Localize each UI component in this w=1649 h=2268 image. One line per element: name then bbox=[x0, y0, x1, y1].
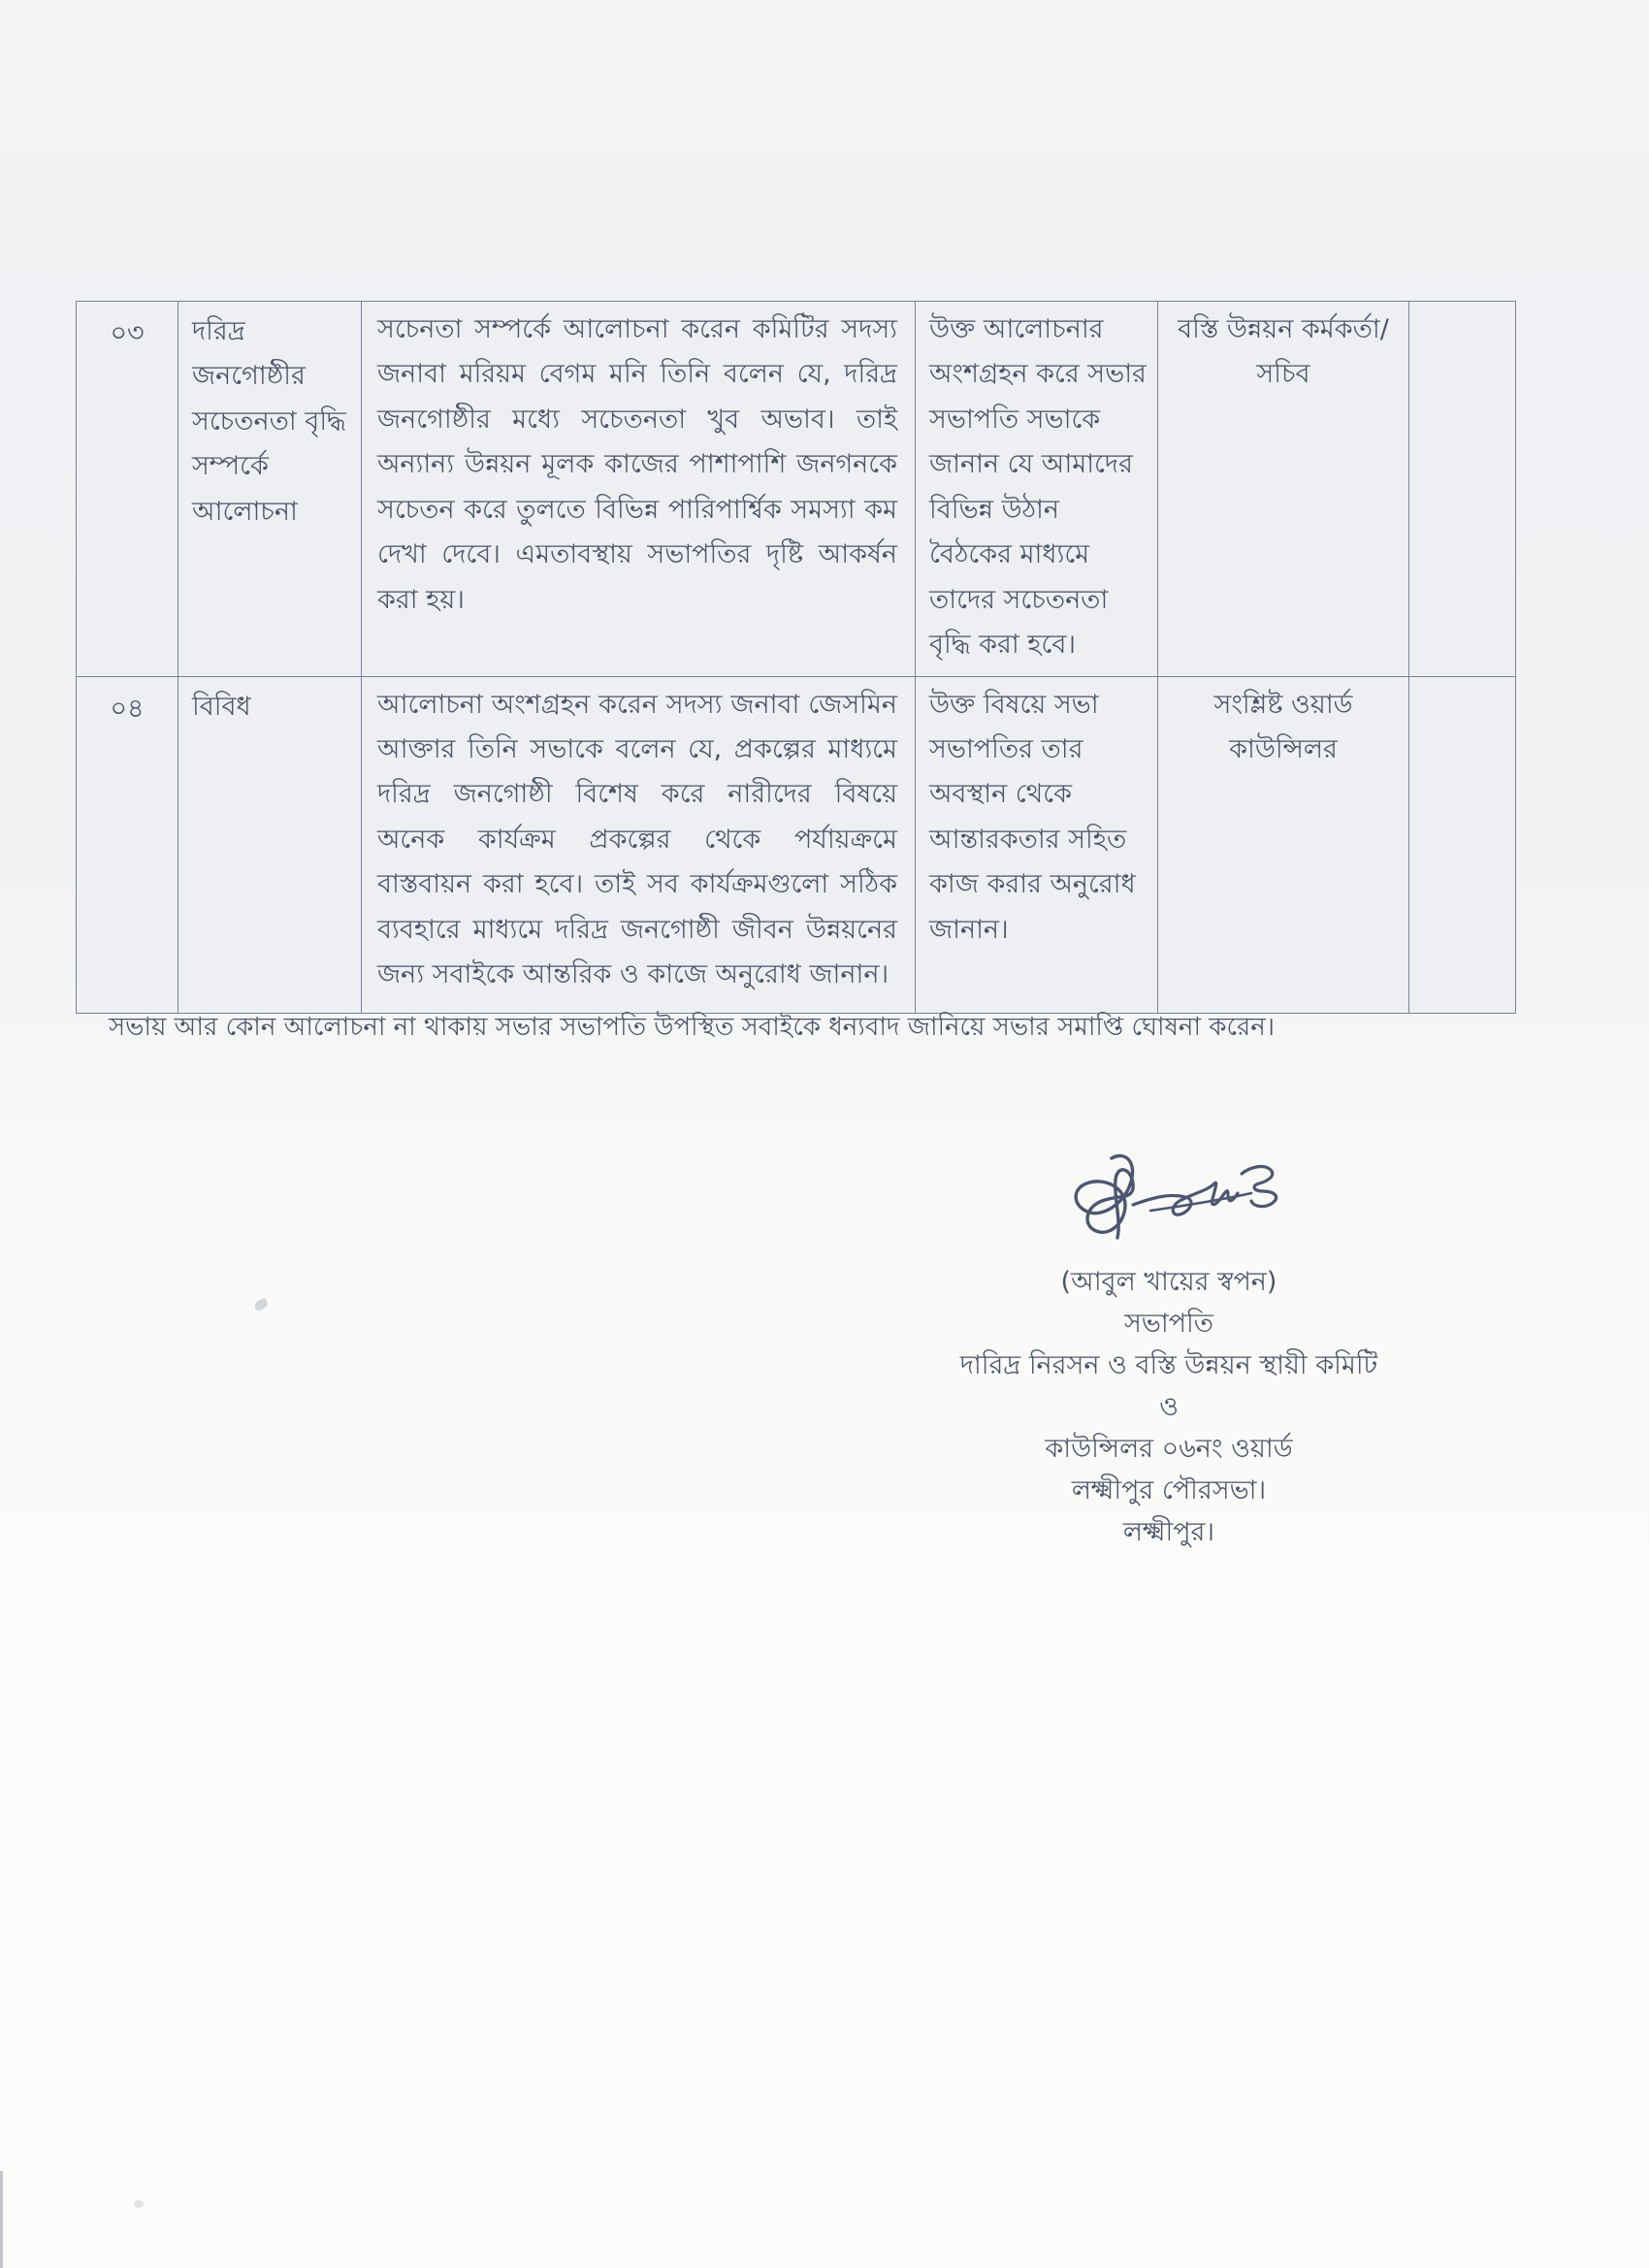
signatory-name: (আবুল খায়ের স্বপন) bbox=[1060, 1267, 1277, 1297]
discussion-cell: সচেনতা সম্পর্কে আলোচনা করেন কমিটির সদস্য জনাবা মরিয়ম বেগম মনি তিনি বলেন যে, দরিদ্র জনগোষ্ঠীর মধ্যে সচেতনতা খুব অভাব। তাই অন্যান্য উন্নয়ন মূলক কাজের পাশাপাশি জনগনকে সচেতন করে তুলতে বিভিন্ন পারিপার্শ্বিক সমস্যা কম দেখা দেবে। এমতাবস্থায় সভাপতির দৃষ্টি আকর্ষন করা হয়। bbox=[362, 302, 916, 677]
signatory-title: সভাপতি bbox=[1123, 1309, 1214, 1339]
discussion-cell: আলোচনা অংশগ্রহন করেন সদস্য জনাবা জেসমিন আক্তার তিনি সভাকে বলেন যে, প্রকল্পের মাধ্যমে দরিদ্র জনগোষ্ঠী বিশেষ করে নারীদের বিষয়ে অনেক কার্যক্রম প্রকল্পের থেকে পর্যায়ক্রমে বাস্তবায়ন করা হবে। তাই সব কার্যক্রমগুলো সঠিক ব্যবহারে মাধ্যমে দরিদ্র জনগোষ্ঠী জীবন উন্নয়নের জন্য সবাইকে আন্তরিক ও কাজে অনুরোধ জানান। bbox=[362, 676, 916, 1013]
scan-smudge bbox=[134, 2200, 144, 2208]
serial-number-cell: ০৪ bbox=[77, 676, 178, 1013]
responsible-person-cell: বস্তি উন্নয়ন কর্মকর্তা/ সচিব bbox=[1158, 302, 1409, 677]
closing-statement: সভায় আর কোন আলোচনা না থাকায় সভার সভাপতি উপস্থিত সবাইকে ধন্যবাদ জানিয়ে সভার সমাপ্তি ঘোষনা করেন। bbox=[109, 1013, 1276, 1042]
table-row bbox=[77, 302, 1516, 677]
signatory-district: লক্ষ্মীপুর। bbox=[1122, 1517, 1215, 1547]
signatory-conjunction: ও bbox=[1159, 1392, 1179, 1422]
signatory-designation: কাউন্সিলর ০৬নং ওয়ার্ড bbox=[1045, 1434, 1293, 1464]
signatory-committee: দারিদ্র নিরসন ও বস্তি উন্নয়ন স্থায়ী কমিটি bbox=[959, 1350, 1378, 1380]
meeting-minutes-table bbox=[76, 301, 1516, 1014]
table-row bbox=[77, 676, 1516, 1013]
decision-cell: উক্ত বিষয়ে সভা সভাপতির তার অবস্থান থেকে আন্তারকতার সহিত কাজ করার অনুরোধ জানান। bbox=[916, 676, 1158, 1013]
decision-cell: উক্ত আলোচনার অংশগ্রহন করে সভার সভাপতি সভাকে জানান যে আমাদের বিভিন্ন উঠান বৈঠকের মাধ্যমে তাদের সচেতনতা বৃদ্ধি করা হবে। bbox=[916, 302, 1158, 677]
serial-number-cell: ০৩ bbox=[77, 302, 178, 677]
scan-edge-artifact bbox=[0, 2171, 3, 2268]
remarks-cell-empty bbox=[1409, 302, 1516, 677]
remarks-cell-empty bbox=[1409, 676, 1516, 1013]
signatory-municipality: লক্ষ্মীপুর পৌরসভা। bbox=[1071, 1475, 1267, 1506]
signature-block bbox=[912, 1145, 1426, 1553]
scan-smudge bbox=[253, 1298, 270, 1312]
topic-cell: দরিদ্র জনগোষ্ঠীর সচেতনতা বৃদ্ধি সম্পর্কে আলোচনা bbox=[178, 302, 362, 677]
topic-cell: বিবিধ bbox=[178, 676, 362, 1013]
handwritten-signature bbox=[1061, 1145, 1323, 1259]
responsible-person-cell: সংশ্লিষ্ট ওয়ার্ড কাউন্সিলর bbox=[1158, 676, 1409, 1013]
